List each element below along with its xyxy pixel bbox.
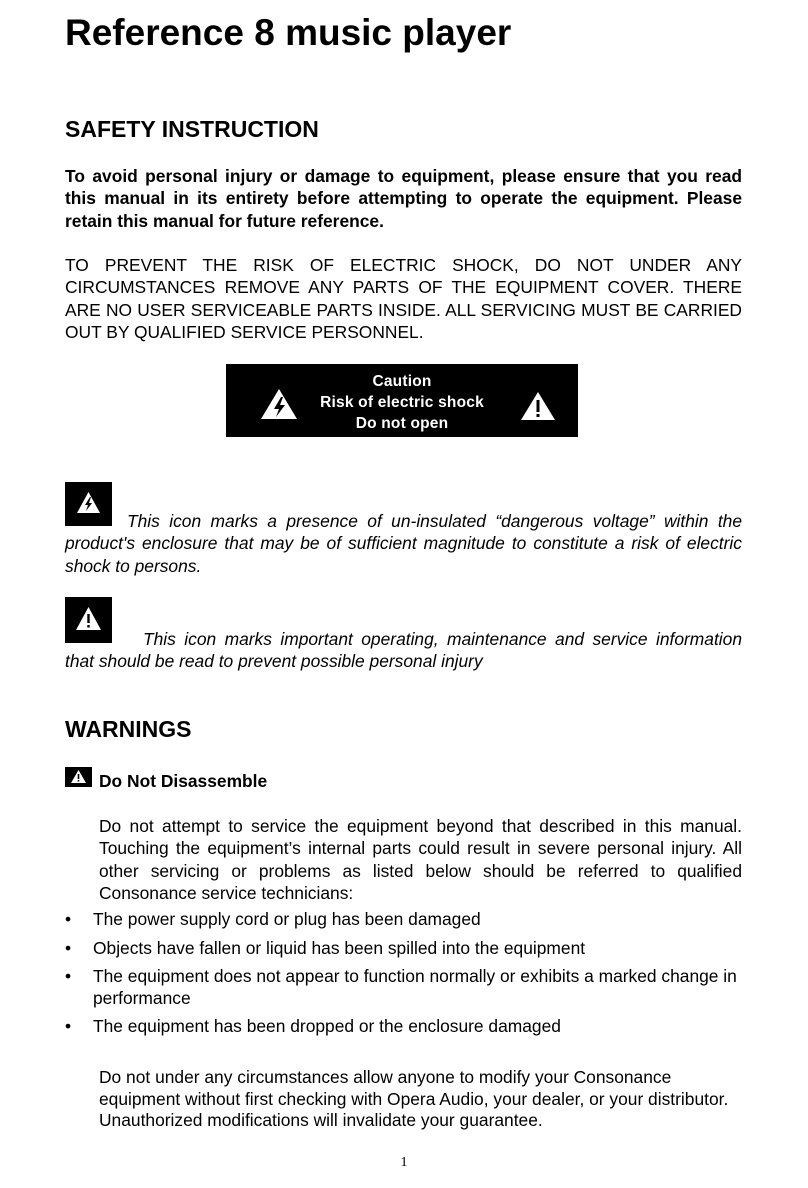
warnings-heading: WARNINGS — [65, 716, 192, 742]
intro-paragraph: To avoid personal injury or damage to equipment, please ensure that you read this manual in its entirety before attempting to operate the equipment. Please retain this manual for future reference. — [65, 166, 742, 231]
shock-warning-paragraph: TO PREVENT THE RISK OF ELECTRIC SHOCK, DO NOT UNDER ANY CIRCUMSTANCES REMOVE ANY PARTS OF THE EQUIPMENT COVER. THERE ARE NO USER SERVICEABLE PARTS INSIDE. ALL SERVICING MUST BE CARRIED OUT BY QUALIFIED SERVICE PERSONNEL. — [65, 255, 742, 343]
bullet-dot: • — [65, 1016, 72, 1036]
list-item — [65, 938, 742, 960]
small-warning-icon — [65, 767, 92, 787]
exclamation-icon-description: This icon marks important operating, maintenance and service information that should be read to prevent possible personal injury — [65, 629, 742, 672]
warning-bullet-list — [65, 909, 742, 1045]
caution-line-3: Do not open — [355, 415, 449, 432]
bullet-dot: • — [65, 937, 72, 958]
page-number: 1 — [400, 1155, 408, 1170]
caution-line-1: Caution — [372, 373, 432, 390]
bullet-dot: • — [65, 966, 72, 986]
disassemble-paragraph: Do not attempt to service the equipment beyond that described in this manual. Touching the equipment’s internal parts could result in severe personal injury. All other servicing or problems as listed below should be referred to qualified Consonance service technicians: — [99, 816, 742, 904]
page-title: Reference 8 music player — [65, 12, 512, 53]
list-item — [65, 966, 742, 1009]
disassemble-heading: Do Not Disassemble — [99, 771, 268, 791]
exclamation-warning-icon — [520, 391, 556, 421]
bullet-text: The equipment has been dropped or the enclosure damaged — [93, 1016, 561, 1036]
modification-paragraph: Do not under any circumstances allow anyone to modify your Consonance equipment without first checking with Opera Audio, your dealer, or your distributor. Unauthorized modifications will invalidate your guarantee. — [99, 1067, 729, 1130]
caution-line-2: Risk of electric shock — [320, 394, 484, 411]
bullet-text: The equipment does not appear to function normally or exhibits a marked change in performance — [93, 966, 737, 1008]
caution-label — [226, 364, 578, 437]
list-item — [65, 909, 742, 931]
list-item — [65, 1016, 742, 1038]
bullet-text: The power supply cord or plug has been damaged — [93, 909, 481, 929]
voltage-icon-description: This icon marks a presence of un-insulated “dangerous voltage” within the product's enclosure that may be of sufficient magnitude to constitute a risk of electric shock to persons. — [65, 511, 742, 576]
bullet-dot: • — [65, 909, 72, 929]
bullet-text: Objects have fallen or liquid has been spilled into the equipment — [93, 937, 586, 958]
safety-heading: SAFETY INSTRUCTION — [65, 116, 319, 142]
